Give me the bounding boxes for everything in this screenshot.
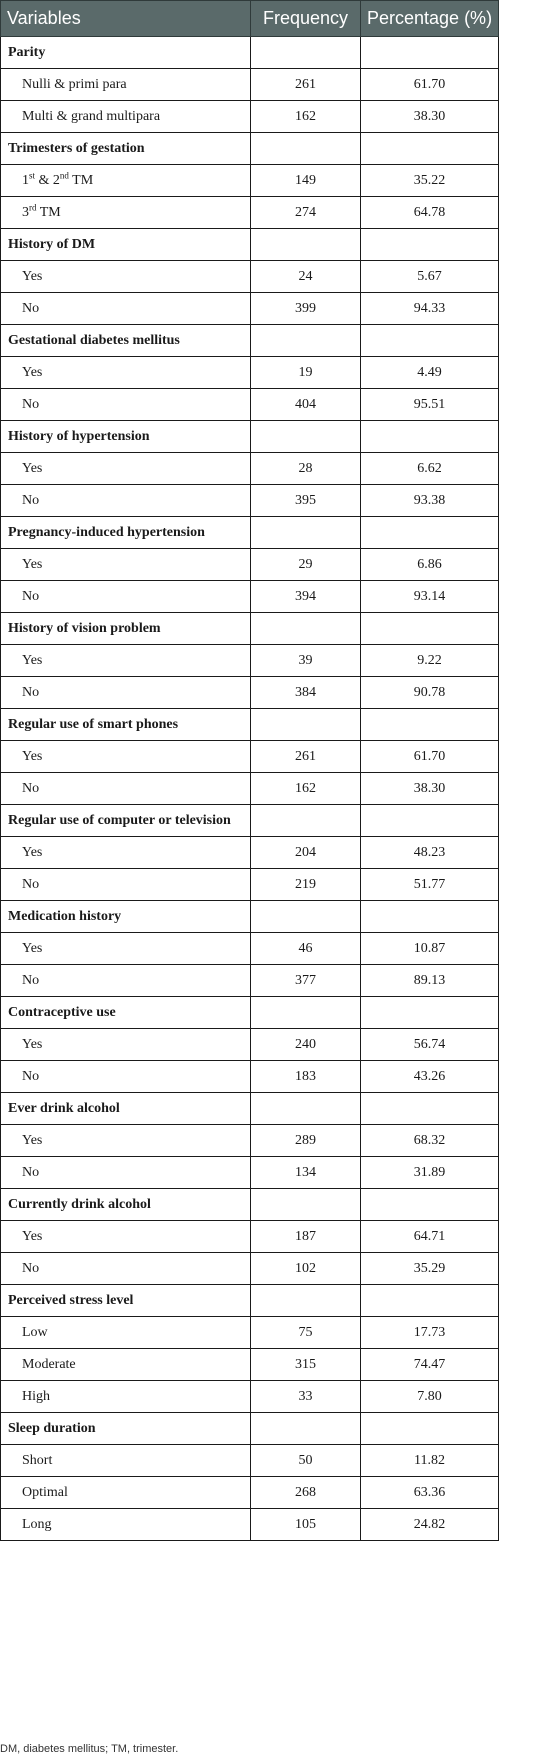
frequency-cell: 28 xyxy=(251,453,361,485)
section-title: History of hypertension xyxy=(1,421,251,453)
section-header-row xyxy=(1,37,499,69)
section-header-row xyxy=(1,709,499,741)
section-title: History of vision problem xyxy=(1,613,251,645)
percentage-cell: 11.82 xyxy=(361,1445,499,1477)
table-body xyxy=(1,37,499,1541)
frequency-cell: 39 xyxy=(251,645,361,677)
section-title: Trimesters of gestation xyxy=(1,133,251,165)
frequency-cell: 240 xyxy=(251,1029,361,1061)
frequency-cell: 183 xyxy=(251,1061,361,1093)
percentage-cell: 7.80 xyxy=(361,1381,499,1413)
row-label: No xyxy=(1,389,251,421)
table-row xyxy=(1,165,499,197)
frequency-cell: 261 xyxy=(251,69,361,101)
row-label: 1st & 2nd TM xyxy=(1,165,251,197)
table-row xyxy=(1,741,499,773)
frequency-cell: 274 xyxy=(251,197,361,229)
table-row xyxy=(1,1509,499,1541)
percentage-cell: 63.36 xyxy=(361,1477,499,1509)
row-label: Multi & grand multipara xyxy=(1,101,251,133)
table-row xyxy=(1,485,499,517)
percentage-cell: 38.30 xyxy=(361,773,499,805)
frequency-cell: 24 xyxy=(251,261,361,293)
section-title: History of DM xyxy=(1,229,251,261)
empty-cell xyxy=(361,325,499,357)
empty-cell xyxy=(361,805,499,837)
percentage-cell: 35.29 xyxy=(361,1253,499,1285)
table-row xyxy=(1,1381,499,1413)
header-percentage: Percentage (%) xyxy=(361,1,499,37)
table-row xyxy=(1,293,499,325)
row-label: No xyxy=(1,869,251,901)
table-row xyxy=(1,1317,499,1349)
table-row xyxy=(1,549,499,581)
section-title: Gestational diabetes mellitus xyxy=(1,325,251,357)
row-label: Optimal xyxy=(1,1477,251,1509)
empty-cell xyxy=(251,1093,361,1125)
frequency-cell: 289 xyxy=(251,1125,361,1157)
percentage-cell: 24.82 xyxy=(361,1509,499,1541)
row-label: No xyxy=(1,965,251,997)
frequency-cell: 75 xyxy=(251,1317,361,1349)
frequency-cell: 33 xyxy=(251,1381,361,1413)
empty-cell xyxy=(361,229,499,261)
row-label: Yes xyxy=(1,261,251,293)
frequency-cell: 46 xyxy=(251,933,361,965)
percentage-cell: 31.89 xyxy=(361,1157,499,1189)
row-label: No xyxy=(1,1253,251,1285)
empty-cell xyxy=(361,901,499,933)
frequency-cell: 105 xyxy=(251,1509,361,1541)
row-label: No xyxy=(1,293,251,325)
section-title: Contraceptive use xyxy=(1,997,251,1029)
section-title: Pregnancy-induced hypertension xyxy=(1,517,251,549)
frequency-cell: 162 xyxy=(251,101,361,133)
table-row xyxy=(1,773,499,805)
row-label: Yes xyxy=(1,741,251,773)
row-label: Yes xyxy=(1,837,251,869)
table-row xyxy=(1,581,499,613)
frequency-cell: 162 xyxy=(251,773,361,805)
empty-cell xyxy=(251,325,361,357)
table-row xyxy=(1,1221,499,1253)
row-label: Nulli & primi para xyxy=(1,69,251,101)
empty-cell xyxy=(251,517,361,549)
table-row xyxy=(1,357,499,389)
row-label: Yes xyxy=(1,645,251,677)
table-row xyxy=(1,453,499,485)
row-label: No xyxy=(1,677,251,709)
row-label: Yes xyxy=(1,357,251,389)
section-header-row xyxy=(1,325,499,357)
frequency-cell: 29 xyxy=(251,549,361,581)
percentage-cell: 51.77 xyxy=(361,869,499,901)
percentage-cell: 6.86 xyxy=(361,549,499,581)
table-row xyxy=(1,869,499,901)
empty-cell xyxy=(251,613,361,645)
empty-cell xyxy=(251,709,361,741)
empty-cell xyxy=(361,421,499,453)
frequency-cell: 19 xyxy=(251,357,361,389)
percentage-cell: 61.70 xyxy=(361,741,499,773)
section-header-row xyxy=(1,901,499,933)
percentage-cell: 93.14 xyxy=(361,581,499,613)
empty-cell xyxy=(251,1285,361,1317)
empty-cell xyxy=(361,1285,499,1317)
table-header xyxy=(1,1,499,37)
empty-cell xyxy=(251,229,361,261)
percentage-cell: 89.13 xyxy=(361,965,499,997)
table-row xyxy=(1,933,499,965)
section-header-row xyxy=(1,613,499,645)
frequency-cell: 315 xyxy=(251,1349,361,1381)
section-header-row xyxy=(1,421,499,453)
row-label: No xyxy=(1,773,251,805)
row-label: Short xyxy=(1,1445,251,1477)
table-row xyxy=(1,965,499,997)
section-title: Perceived stress level xyxy=(1,1285,251,1317)
frequency-cell: 404 xyxy=(251,389,361,421)
frequency-cell: 102 xyxy=(251,1253,361,1285)
table-row xyxy=(1,69,499,101)
empty-cell xyxy=(361,997,499,1029)
frequency-cell: 219 xyxy=(251,869,361,901)
percentage-cell: 5.67 xyxy=(361,261,499,293)
percentage-cell: 68.32 xyxy=(361,1125,499,1157)
table-row xyxy=(1,197,499,229)
table-row xyxy=(1,1061,499,1093)
empty-cell xyxy=(361,37,499,69)
percentage-cell: 6.62 xyxy=(361,453,499,485)
empty-cell xyxy=(361,517,499,549)
section-header-row xyxy=(1,229,499,261)
table-row xyxy=(1,1157,499,1189)
table-row xyxy=(1,261,499,293)
table-row xyxy=(1,837,499,869)
frequency-cell: 50 xyxy=(251,1445,361,1477)
frequency-cell: 187 xyxy=(251,1221,361,1253)
percentage-cell: 94.33 xyxy=(361,293,499,325)
percentage-cell: 61.70 xyxy=(361,69,499,101)
empty-cell xyxy=(251,1413,361,1445)
table-footnote: DM, diabetes mellitus; TM, trimester. xyxy=(0,1743,179,1755)
frequency-cell: 395 xyxy=(251,485,361,517)
row-label: No xyxy=(1,1061,251,1093)
empty-cell xyxy=(251,37,361,69)
frequency-cell: 268 xyxy=(251,1477,361,1509)
percentage-cell: 9.22 xyxy=(361,645,499,677)
section-header-row xyxy=(1,805,499,837)
section-header-row xyxy=(1,1413,499,1445)
percentage-cell: 64.71 xyxy=(361,1221,499,1253)
percentage-cell: 38.30 xyxy=(361,101,499,133)
section-title: Regular use of computer or television xyxy=(1,805,251,837)
table-row xyxy=(1,677,499,709)
row-label: Yes xyxy=(1,1029,251,1061)
section-header-row xyxy=(1,517,499,549)
percentage-cell: 35.22 xyxy=(361,165,499,197)
frequency-cell: 377 xyxy=(251,965,361,997)
percentage-cell: 56.74 xyxy=(361,1029,499,1061)
frequency-cell: 261 xyxy=(251,741,361,773)
row-label: No xyxy=(1,1157,251,1189)
empty-cell xyxy=(361,1413,499,1445)
empty-cell xyxy=(361,133,499,165)
table-row xyxy=(1,1477,499,1509)
table-row xyxy=(1,645,499,677)
percentage-cell: 43.26 xyxy=(361,1061,499,1093)
frequency-cell: 149 xyxy=(251,165,361,197)
frequency-cell: 394 xyxy=(251,581,361,613)
empty-cell xyxy=(361,709,499,741)
empty-cell xyxy=(251,133,361,165)
row-label: Yes xyxy=(1,933,251,965)
header-variables: Variables xyxy=(1,1,251,37)
empty-cell xyxy=(251,421,361,453)
section-title: Ever drink alcohol xyxy=(1,1093,251,1125)
row-label: Long xyxy=(1,1509,251,1541)
percentage-cell: 74.47 xyxy=(361,1349,499,1381)
table-row xyxy=(1,101,499,133)
percentage-cell: 10.87 xyxy=(361,933,499,965)
percentage-cell: 90.78 xyxy=(361,677,499,709)
row-label: Yes xyxy=(1,1125,251,1157)
row-label: Yes xyxy=(1,1221,251,1253)
empty-cell xyxy=(251,997,361,1029)
header-frequency: Frequency xyxy=(251,1,361,37)
section-title: Parity xyxy=(1,37,251,69)
table-row xyxy=(1,389,499,421)
row-label: Yes xyxy=(1,549,251,581)
row-label: 3rd TM xyxy=(1,197,251,229)
empty-cell xyxy=(251,1189,361,1221)
section-title: Medication history xyxy=(1,901,251,933)
section-header-row xyxy=(1,1285,499,1317)
row-label: Moderate xyxy=(1,1349,251,1381)
row-label: High xyxy=(1,1381,251,1413)
row-label: Low xyxy=(1,1317,251,1349)
percentage-cell: 64.78 xyxy=(361,197,499,229)
frequency-cell: 134 xyxy=(251,1157,361,1189)
table-row xyxy=(1,1445,499,1477)
section-title: Currently drink alcohol xyxy=(1,1189,251,1221)
empty-cell xyxy=(251,805,361,837)
frequency-cell: 204 xyxy=(251,837,361,869)
row-label: Yes xyxy=(1,453,251,485)
table-row xyxy=(1,1253,499,1285)
empty-cell xyxy=(361,1189,499,1221)
header-row xyxy=(1,1,499,37)
percentage-cell: 48.23 xyxy=(361,837,499,869)
row-label: No xyxy=(1,485,251,517)
frequency-cell: 384 xyxy=(251,677,361,709)
table-row xyxy=(1,1125,499,1157)
section-title: Sleep duration xyxy=(1,1413,251,1445)
percentage-cell: 93.38 xyxy=(361,485,499,517)
table-row xyxy=(1,1349,499,1381)
empty-cell xyxy=(361,1093,499,1125)
empty-cell xyxy=(251,901,361,933)
section-title: Regular use of smart phones xyxy=(1,709,251,741)
table-row xyxy=(1,1029,499,1061)
frequency-cell: 399 xyxy=(251,293,361,325)
percentage-cell: 95.51 xyxy=(361,389,499,421)
percentage-cell: 17.73 xyxy=(361,1317,499,1349)
section-header-row xyxy=(1,1189,499,1221)
percentage-cell: 4.49 xyxy=(361,357,499,389)
section-header-row xyxy=(1,1093,499,1125)
row-label: No xyxy=(1,581,251,613)
section-header-row xyxy=(1,997,499,1029)
empty-cell xyxy=(361,613,499,645)
section-header-row xyxy=(1,133,499,165)
